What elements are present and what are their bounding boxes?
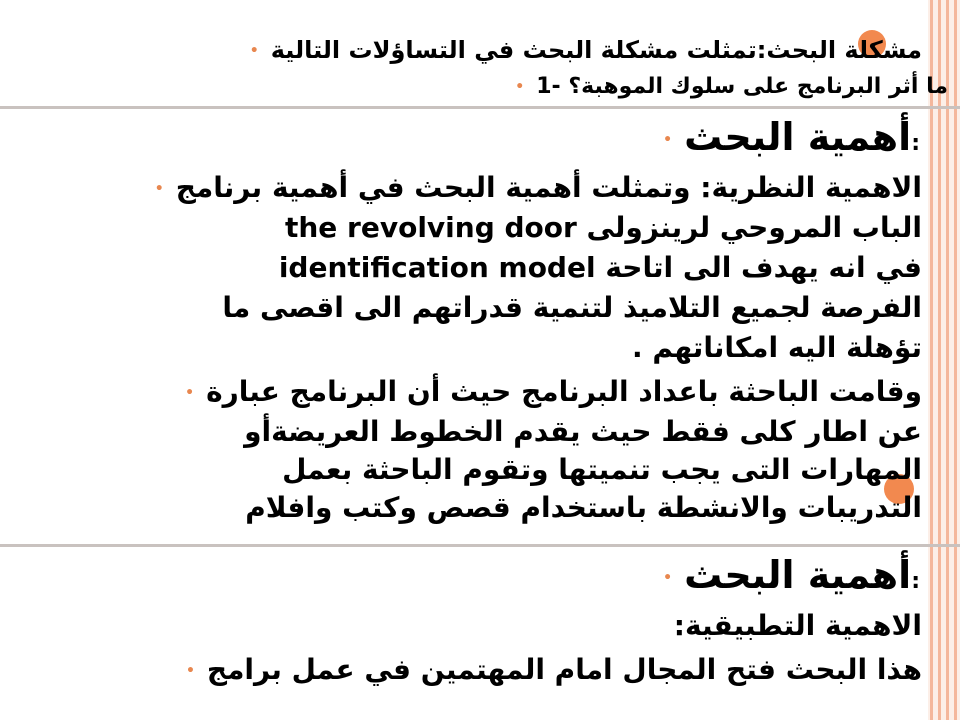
- importance-line: [282, 453, 922, 486]
- problem-title: مشكلة البحث:: [756, 36, 922, 64]
- bullet-icon: •: [663, 131, 673, 148]
- bullet-icon: •: [663, 569, 673, 586]
- applied-heading: [663, 553, 920, 597]
- applied-subheading: [673, 609, 922, 642]
- importance-line: [244, 415, 922, 448]
- bullet-icon: •: [515, 79, 525, 95]
- heading-colon: :: [911, 569, 920, 594]
- importance-line-text: الفرصة لجميع التلاميذ لتنمية قدراتهم الى اقصى ما: [222, 291, 922, 324]
- bullet-icon: •: [249, 43, 259, 59]
- heading-colon: :: [911, 131, 920, 156]
- importance-line-text: عن اطار كلى فقط حيث يقدم الخطوط العريضةأو: [244, 415, 922, 448]
- importance-line: [154, 171, 922, 204]
- problem-title-line: [250, 38, 922, 62]
- problem-question-1: ما أثر البرنامج على سلوك الموهبة؟ -1: [536, 74, 948, 99]
- importance-line: [245, 491, 922, 524]
- importance-line: [222, 291, 922, 324]
- importance-line-text: المهارات التى يجب تنميتها وتقوم الباحثة بعمل: [282, 453, 922, 486]
- importance-heading-text: أهمية البحث: [684, 115, 912, 159]
- problem-intro: تمثلت مشكلة البحث في التساؤلات التالية: [270, 36, 757, 64]
- importance-line-text: الاهمية النظرية: وتمثلت أهمية البحث في أهمية برنامج: [175, 171, 922, 204]
- importance-line-text: تؤهلة اليه امكاناتهم .: [631, 331, 922, 364]
- importance-line: [631, 331, 922, 364]
- applied-line: [185, 653, 922, 686]
- bullet-icon: •: [185, 385, 195, 401]
- slide-separator: [0, 544, 960, 547]
- importance-line-text: الباب المروحي لرينزولى the revolving door: [284, 211, 922, 244]
- applied-line-text: هذا البحث فتح المجال امام المهتمين في عمل برامج: [206, 653, 922, 686]
- importance-line: [284, 211, 922, 244]
- slide-separator: [0, 106, 960, 109]
- importance-line: [278, 251, 922, 284]
- importance-heading: [663, 115, 920, 159]
- bullet-icon: •: [154, 181, 164, 197]
- importance-line-text: التدريبات والانشطة باستخدام قصص وكتب وافلام: [245, 491, 922, 524]
- problem-question-line: [515, 76, 948, 98]
- importance-line-text: في انه يهدف الى اتاحة identification model: [278, 251, 922, 284]
- applied-heading-text: أهمية البحث: [684, 553, 912, 597]
- applied-subheading-text: الاهمية التطبيقية:: [673, 609, 922, 642]
- importance-line-text: وقامت الباحثة باعداد البرنامج حيث أن البرنامج عبارة: [206, 375, 922, 408]
- importance-line: [185, 375, 922, 408]
- bullet-icon: •: [185, 663, 195, 679]
